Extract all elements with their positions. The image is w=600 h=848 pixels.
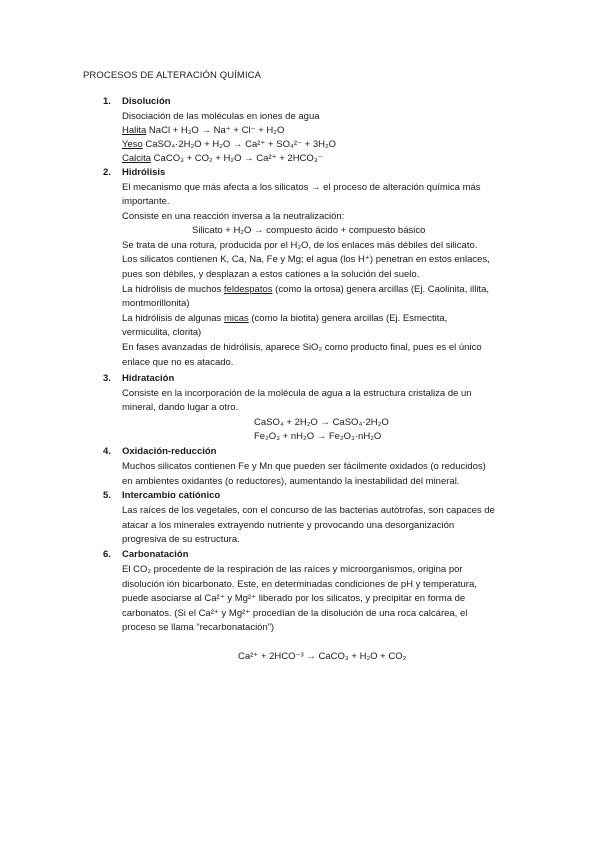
paragraph: Consiste en la incorporación de la molécula de agua a la estructura cristaliza de un xyxy=(122,388,472,399)
section-number: 3. xyxy=(103,373,111,384)
paragraph: El mecanismo que más afecta a los silicatos → el proceso de alteración química más xyxy=(122,182,481,193)
paragraph: Disociación de las moléculas en iones de agua xyxy=(122,111,320,122)
section-heading-hidratacion xyxy=(103,373,174,384)
equation: Fe₂O₃ + nH₂O → Fe₂O₃·nH₂O xyxy=(254,431,382,442)
section-heading-disolucion xyxy=(103,96,171,107)
equation: Silicato + H₂O → compuesto ácido + compuesto básico xyxy=(192,225,426,236)
equation-text: CaSO₄·2H₂O + H₂O → Ca²⁺ + SO₄²⁻ + 3H₂O xyxy=(142,139,337,150)
paragraph: puede asociarse al Ca²⁺ y Mg²⁺ liberado por los silicatos, y precipitar en forma de xyxy=(122,593,466,604)
paragraph: Se trata de una rotura, producida por el H₂O, de los enlaces más débiles del silicato. xyxy=(122,240,478,251)
section-title: Oxidación-reducción xyxy=(122,446,217,457)
paragraph: atacar a los minerales extrayendo nutriente y provocando una desorganización xyxy=(122,520,455,531)
paragraph: en ambientes oxidantes (o reductores), aumentando la inestabilidad del mineral. xyxy=(122,476,460,487)
underlined-term: feldespatos xyxy=(223,284,273,295)
paragraph: Las raíces de los vegetales, con el concurso de las bacterias autótrofas, son capaces de xyxy=(122,505,495,516)
paragraph xyxy=(122,284,489,295)
text: La hidrólisis de algunas xyxy=(122,313,224,324)
section-number: 2. xyxy=(103,167,111,178)
section-number: 5. xyxy=(103,490,111,501)
mineral-label: Halita xyxy=(122,125,147,136)
section-number: 6. xyxy=(103,549,111,560)
paragraph: En fases avanzadas de hidrólisis, aparece SiO₂ como producto final, pues es el único xyxy=(122,342,482,353)
mineral-label: Yeso xyxy=(122,139,143,150)
section-title: Hidratación xyxy=(122,373,175,384)
paragraph: progresiva de su estructura. xyxy=(122,534,240,545)
section-title: Disolución xyxy=(122,96,171,107)
section-heading-carbonatacion xyxy=(103,549,189,560)
underlined-term: micas xyxy=(223,313,249,324)
paragraph: Los silicatos contienen K, Ca, Na, Fe y Mg; el agua (los H⁺) penetran en estos enlaces, xyxy=(122,254,490,265)
paragraph: mineral, dando lugar a otro. xyxy=(122,402,239,413)
equation-halita xyxy=(122,125,284,136)
equation-text: CaCO₃ + CO₂ + H₂O → Ca²⁺ + 2HCO₃⁻ xyxy=(151,153,323,164)
text: La hidrólisis de muchos xyxy=(122,284,224,295)
equation: Ca²⁺ + 2HCO⁻³ → CaCO₃ + H₂O + CO₂ xyxy=(238,651,407,662)
paragraph: montmorillonita) xyxy=(122,298,190,309)
section-heading-intercambio xyxy=(103,490,220,501)
mineral-label: Calcita xyxy=(122,153,152,164)
paragraph: pues son débiles, y desplazan a estos cationes a la solución del suelo. xyxy=(122,269,420,280)
section-heading-oxidacion xyxy=(103,446,217,457)
equation: CaSO₄ + 2H₂O → CaSO₄·2H₂O xyxy=(254,417,389,428)
section-title: Hidrólisis xyxy=(122,167,166,178)
section-title: Carbonatación xyxy=(122,549,189,560)
paragraph: disolución ión bicarbonato. Este, en determinadas condiciones de pH y temperatura, xyxy=(122,579,477,590)
paragraph xyxy=(122,313,447,324)
paragraph: vermiculita, clorita) xyxy=(122,327,202,338)
section-number: 1. xyxy=(103,96,111,107)
paragraph: Consiste en una reacción inversa a la neutralización: xyxy=(122,211,345,222)
text: (como la biotita) genera arcillas (Ej. Esmectita, xyxy=(248,313,448,324)
equation-yeso xyxy=(122,139,336,150)
section-title: Intercambio catiónico xyxy=(122,490,221,501)
section-number: 4. xyxy=(103,446,111,457)
document-title: PROCESOS DE ALTERACIÓN QUÍMICA xyxy=(83,70,262,81)
paragraph: enlace que no es atacado. xyxy=(122,357,234,368)
paragraph: proceso se llama “recarbonatación”) xyxy=(122,622,275,633)
equation-text: NaCl + H₂O → Na⁺ + Cl⁻ + H₂O xyxy=(146,125,285,136)
paragraph: carbonatos. (Si el Ca²⁺ y Mg²⁺ procedían de la disolución de una roca calcárea, el xyxy=(122,608,468,619)
paragraph: Muchos silicatos contienen Fe y Mn que pueden ser fácilmente oxidados (o reducidos) xyxy=(122,461,486,472)
paragraph: importante. xyxy=(122,196,170,207)
equation-calcita xyxy=(122,153,323,164)
text: (como la ortosa) genera arcillas (Ej. Caolinita, illita, xyxy=(272,284,489,295)
section-heading-hidrolisis xyxy=(103,167,165,178)
paragraph: El CO₂ procedente de la respiración de las raíces y microorganismos, origina por xyxy=(122,564,463,575)
